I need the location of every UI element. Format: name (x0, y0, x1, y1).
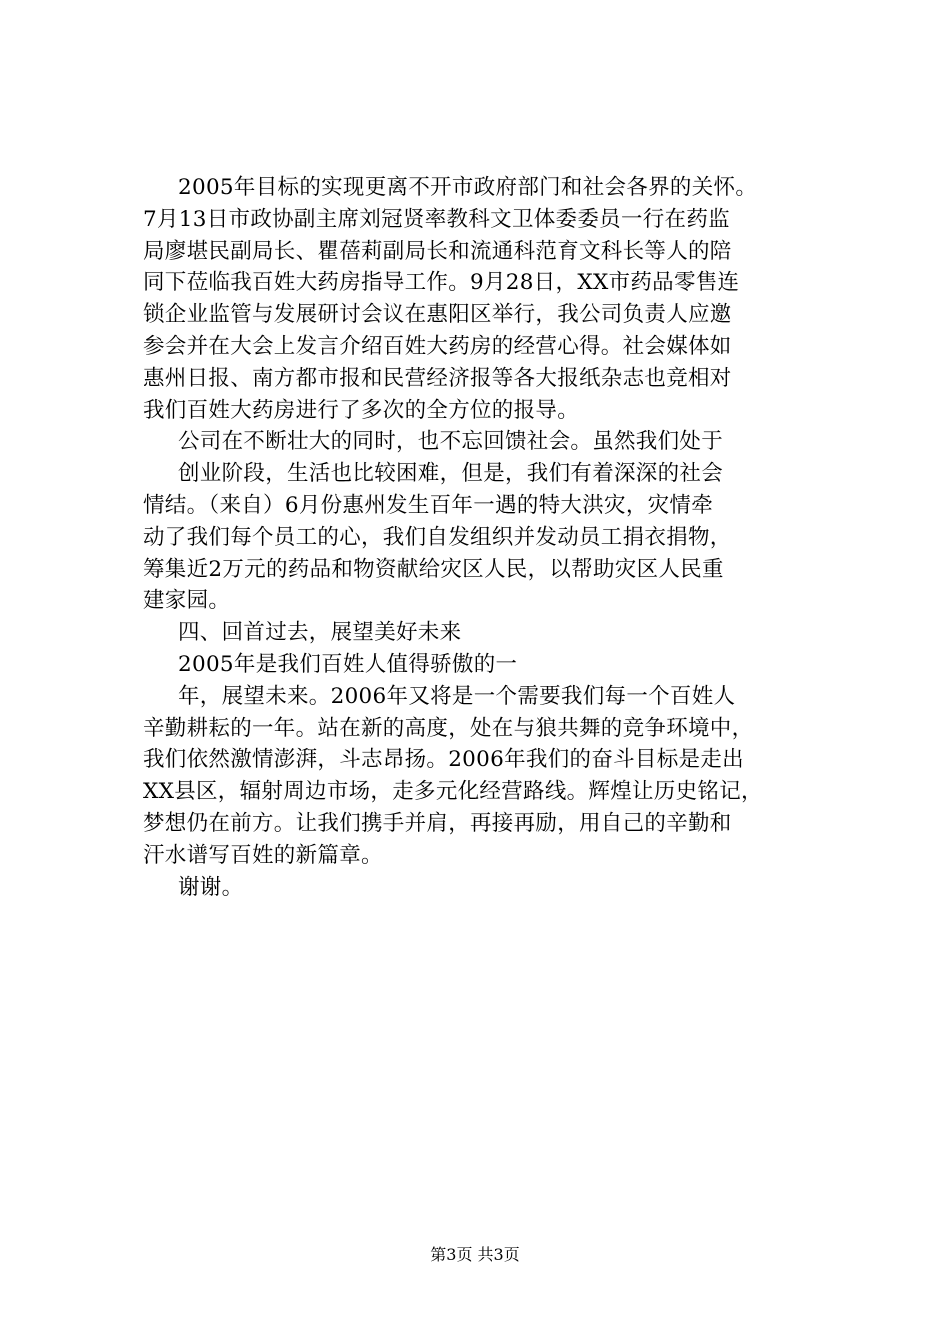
text-line: 我们百姓大药房进行了多次的全方位的报导。 (143, 397, 580, 423)
text-line: 筹集近2万元的药品和物资献给灾区人民，以帮助灾区人民重 (143, 556, 724, 582)
text-line: 四、回首过去，展望美好未来 (178, 620, 462, 646)
text-line: 汗水谱写百姓的新篇章。 (143, 842, 383, 868)
text-line: 谢谢。 (178, 874, 244, 900)
text-line: 辛勤耕耘的一年。站在新的高度，处在与狼共舞的竞争环境中， (143, 715, 754, 741)
text-line: 情结。（来自）6月份惠州发生百年一遇的特大洪灾，灾情牵 (143, 492, 714, 518)
text-line: 锁企业监管与发展研讨会议在惠阳区举行，我公司负责人应邀 (143, 302, 732, 328)
text-line: 参会并在大会上发言介绍百姓大药房的经营心得。社会媒体如 (143, 333, 732, 359)
text-line: 动了我们每个员工的心，我们自发组织并发动员工捐衣捐物， (143, 524, 732, 550)
text-line: 7月13日市政协副主席刘冠贤率教科文卫体委委员一行在药监 (143, 206, 730, 232)
text-line: 公司在不断壮大的同时，也不忘回馈社会。虽然我们处于 (178, 429, 724, 455)
text-line: 创业阶段，生活也比较困难，但是，我们有着深深的社会 (178, 461, 724, 487)
text-line: 同下莅临我百姓大药房指导工作。9月28日，XX市药品零售连 (143, 270, 740, 296)
document-body (143, 172, 843, 903)
text-line: 我们依然激情澎湃，斗志昂扬。2006年我们的奋斗目标是走出 (143, 747, 744, 773)
text-line: 2005年目标的实现更离不开市政府部门和社会各界的关怀。 (178, 175, 758, 200)
text-line: XX县区，辐射周边市场，走多元化经营路线。辉煌让历史铭记， (143, 779, 763, 805)
text-line: 2005年是我们百姓人值得骄傲的一 (178, 651, 518, 677)
text-line: 建家园。 (143, 588, 231, 614)
text-line: 年，展望未来。2006年又将是一个需要我们每一个百姓人 (178, 683, 736, 709)
text-line: 惠州日报、南方都市报和民营经济报等各大报纸杂志也竞相对 (143, 365, 732, 391)
text-line: 局廖堪民副局长、瞿蓓莉副局长和流通科范育文科长等人的陪 (143, 238, 732, 264)
text-line: 梦想仍在前方。让我们携手并肩，再接再励，用自己的辛勤和 (143, 810, 732, 836)
page-footer: 第3页 共3页 (430, 1245, 520, 1264)
